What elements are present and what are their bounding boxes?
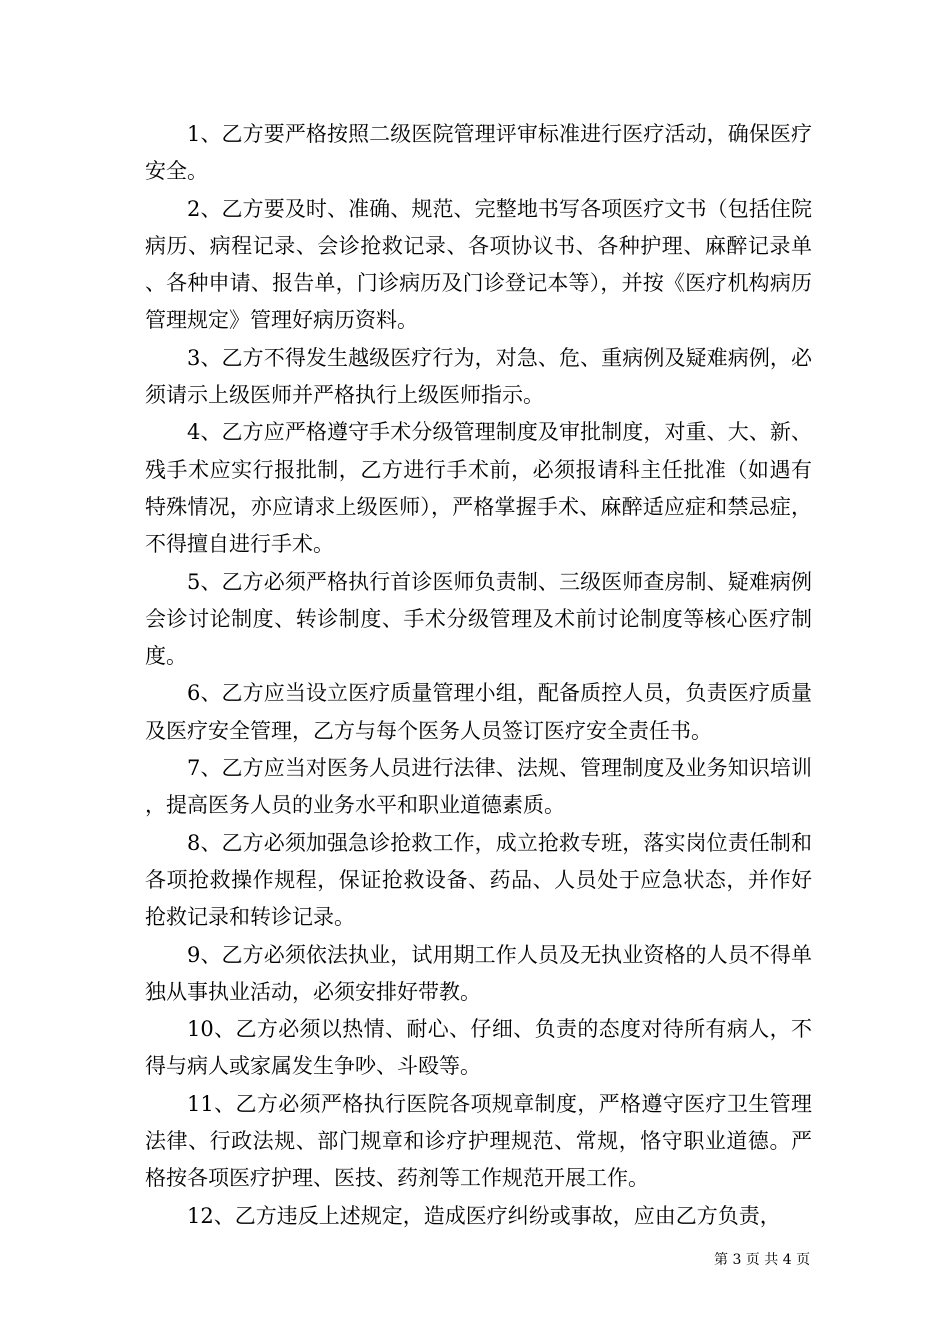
paragraph-2: 2、乙方要及时、准确、规范、完整地书写各项医疗文书（包括住院病历、病程记录、会诊抢救记录、各项协议书、各种护理、麻醉记录单、各种申请、报告单，门诊病历及门诊登记本等），并按《医疗机构病历管理规定》管理好病历资料。 [145, 196, 812, 333]
page-number-footer: 第 3 页 共 4 页 [714, 1252, 811, 1268]
paragraph-11: 11、乙方必须严格执行医院各项规章制度，严格遵守医疗卫生管理法律、行政法规、部门规章和诊疗护理规范、常规，恪守职业道德。严格按各项医疗护理、医技、药剂等工作规范开展工作。 [145, 1091, 812, 1191]
paragraph-4: 4、乙方应严格遵守手术分级管理制度及审批制度，对重、大、新、残手术应实行报批制，乙方进行手术前，必须报请科主任批准（如遇有特殊情况，亦应请求上级医师），严格掌握手术、麻醉适应症和禁忌症，不得擅自进行手术。 [145, 420, 812, 557]
paragraph-12: 12、乙方违反上述规定，造成医疗纠纷或事故，应由乙方负责， [187, 1203, 781, 1228]
paragraph-8: 8、乙方必须加强急诊抢救工作，成立抢救专班，落实岗位责任制和各项抢救操作规程，保证抢救设备、药品、人员处于应急状态，并作好抢救记录和转诊记录。 [145, 830, 812, 930]
paragraph-6: 6、乙方应当设立医疗质量管理小组，配备质控人员，负责医疗质量及医疗安全管理，乙方与每个医务人员签订医疗安全责任书。 [145, 681, 812, 743]
paragraph-9: 9、乙方必须依法执业，试用期工作人员及无执业资格的人员不得单独从事执业活动，必须安排好带教。 [145, 942, 812, 1004]
paragraph-3: 3、乙方不得发生越级医疗行为，对急、危、重病例及疑难病例，必须请示上级医师并严格执行上级医师指示。 [145, 345, 812, 408]
paragraph-1: 1、乙方要严格按照二级医院管理评审标准进行医疗活动，确保医疗安全。 [145, 122, 812, 184]
paragraph-10: 10、乙方必须以热情、耐心、仔细、负责的态度对待所有病人，不得与病人或家属发生争吵、斗殴等。 [145, 1017, 812, 1079]
document-body [145, 116, 812, 1235]
paragraph-7: 7、乙方应当对医务人员进行法律、法规、管理制度及业务知识培训，提高医务人员的业务水平和职业道德素质。 [145, 756, 812, 818]
paragraph-5: 5、乙方必须严格执行首诊医师负责制、三级医师查房制、疑难病例会诊讨论制度、转诊制度、手术分级管理及术前讨论制度等核心医疗制度。 [145, 569, 812, 669]
